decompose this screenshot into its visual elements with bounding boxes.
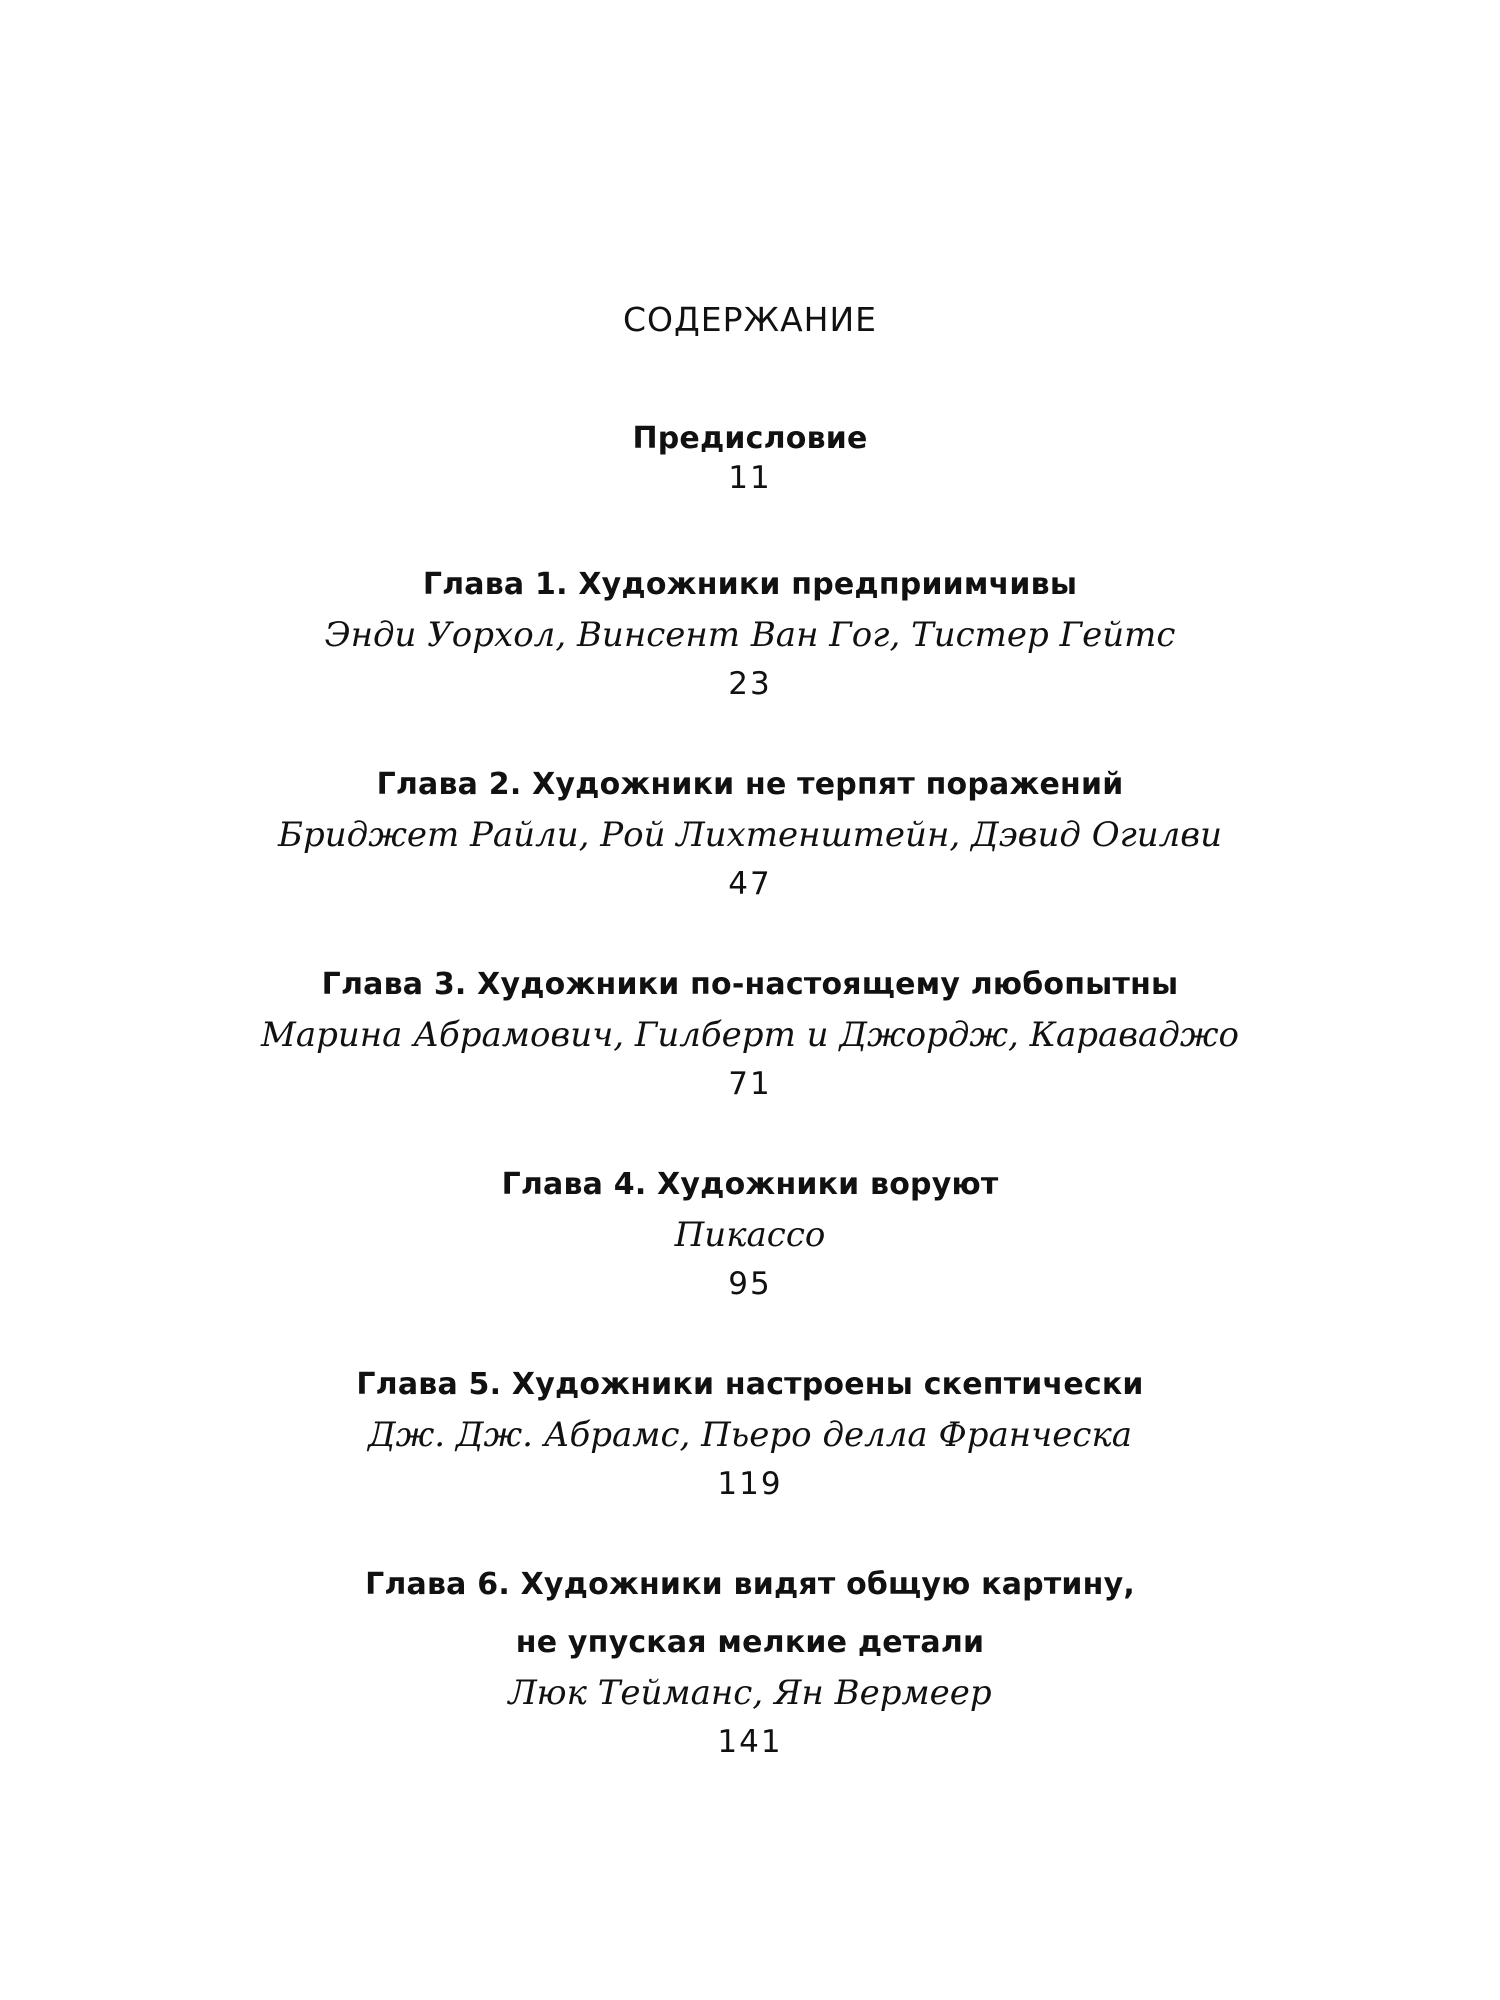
entry-title: Глава 3. Художники по-настоящему любопытны (321, 967, 1179, 1002)
entry-title: Глава 1. Художники предприимчивы (422, 567, 1078, 602)
entry-title: Глава 2. Художники не терпят поражений (376, 767, 1124, 802)
toc-entry-chapter-2 (0, 755, 1500, 907)
toc-entry-chapter-6 (0, 1555, 1500, 1765)
entry-authors: Бриджет Райли, Рой Лихтенштейн, Дэвид Огилви (278, 815, 1222, 855)
entry-page-number: 23 (728, 666, 772, 702)
entry-page-number: 95 (728, 1266, 772, 1302)
entry-page-number: 11 (728, 460, 772, 496)
entry-authors: Пикассо (674, 1215, 826, 1255)
entry-title (0, 1555, 1500, 1673)
entry-title: Глава 4. Художники воруют (501, 1167, 999, 1202)
entry-authors: Марина Абрамович, Гилберт и Джордж, Караваджо (261, 1015, 1239, 1055)
entry-authors: Люк Теймaнс, Ян Вермеер (508, 1673, 992, 1713)
toc-entry-preface (0, 409, 1500, 501)
entry-authors: Дж. Дж. Абрамс, Пьеро делла Франческа (367, 1415, 1133, 1455)
entry-title: Глава 5. Художники настроены скептически (356, 1367, 1144, 1402)
toc-entry-chapter-3 (0, 955, 1500, 1107)
page-title: СОДЕРЖАНИЕ (622, 300, 878, 339)
entry-title-line-2: не упуская мелкие детали (515, 1625, 985, 1660)
entry-page-number: 119 (717, 1466, 783, 1502)
entry-page-number: 47 (728, 866, 772, 902)
toc-entry-chapter-4 (0, 1155, 1500, 1307)
entry-page-number: 141 (717, 1724, 783, 1760)
toc-entry-chapter-1 (0, 555, 1500, 707)
entry-page-number: 71 (728, 1066, 772, 1102)
entry-title-line-1: Глава 6. Художники видят общую картину, (365, 1567, 1135, 1602)
toc-entry-chapter-5 (0, 1355, 1500, 1507)
entry-title: Предисловие (632, 421, 868, 456)
entry-authors: Энди Уорхол, Винсент Ван Гог, Тистер Гейтс (324, 615, 1176, 655)
